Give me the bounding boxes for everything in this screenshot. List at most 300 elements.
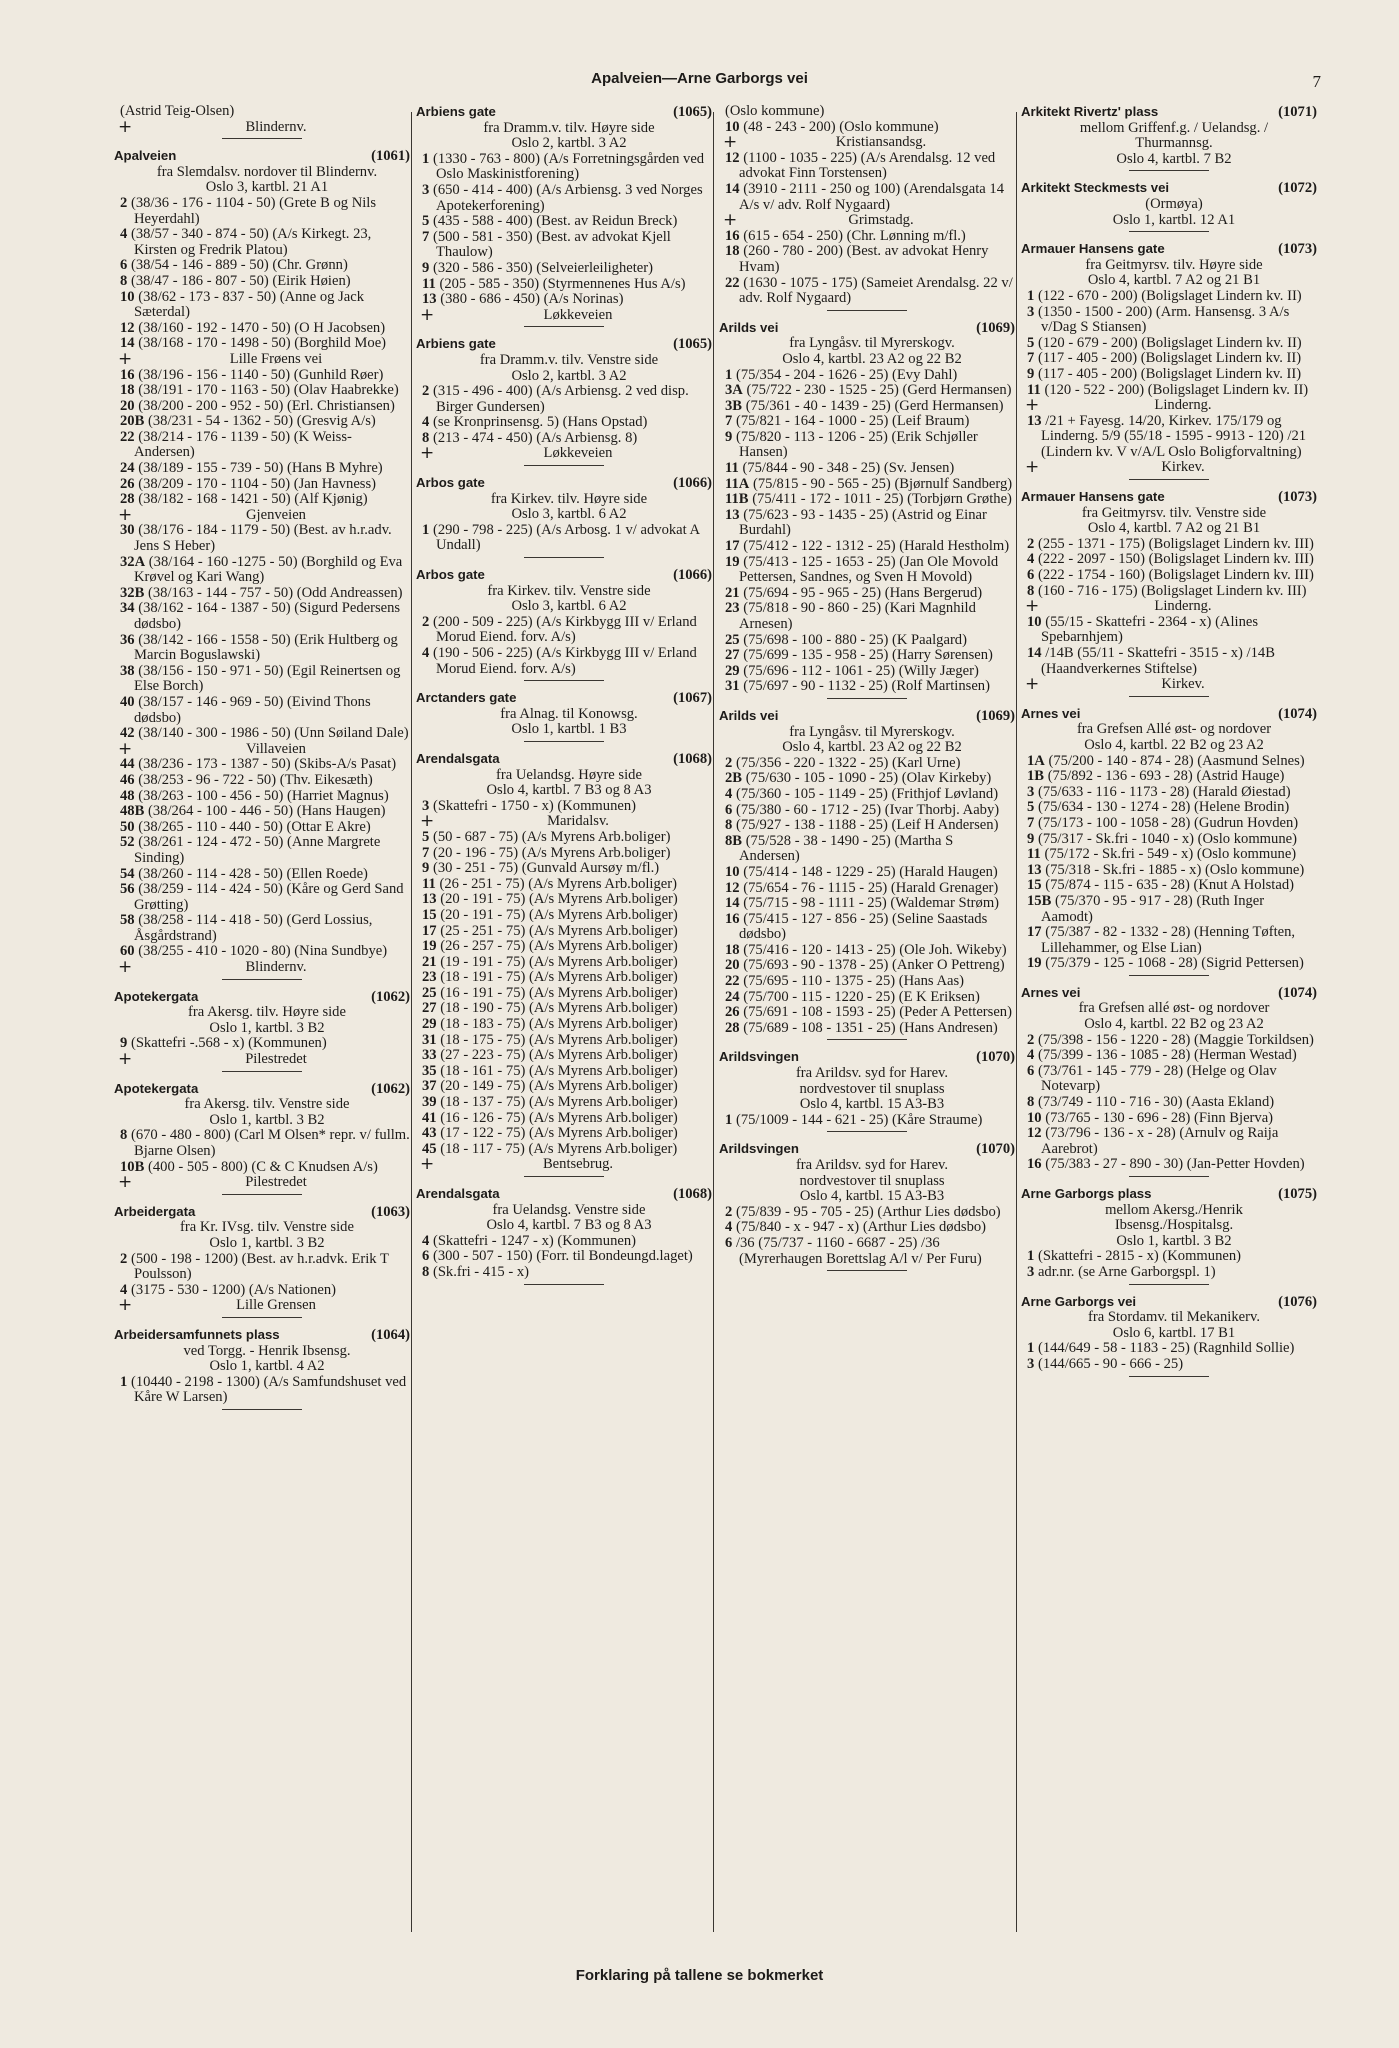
street-end-divider xyxy=(524,326,604,327)
street-block xyxy=(416,336,712,466)
address-details: (315 - 496 - 400) (A/s Arbiensg. 2 ved disp. Birger Gundersen) xyxy=(432,383,689,415)
street-name: Apotekergata xyxy=(114,1080,199,1096)
address-number: 9 xyxy=(422,860,430,877)
address-number: 10 xyxy=(725,118,740,135)
address-number: 1 xyxy=(422,521,430,538)
address-details: (435 - 588 - 400) (Best. av Reidun Breck) xyxy=(432,213,678,230)
address-details: (3910 - 2111 - 250 og 100) (Arendalsgata 14 A/s v/ adv. Rolf Nygaard) xyxy=(739,180,1004,213)
street-description: fra Stordamv. til Mekanikerv. xyxy=(1088,1309,1260,1326)
address-details: (38/54 - 146 - 889 - 50) (Chr. Grønn) xyxy=(130,257,348,274)
street-code: (1064) xyxy=(371,1326,410,1343)
street-description: Ibsensg./Hospitalsg. xyxy=(1114,1217,1234,1234)
address-entry xyxy=(719,1113,1015,1129)
address-entry xyxy=(719,477,1015,493)
street-description: fra Kirkev. tilv. Høyre side xyxy=(490,490,648,507)
street-description: Oslo 1, kartbl. 3 B2 xyxy=(209,1019,325,1036)
address-entry xyxy=(719,943,1015,959)
column-1 xyxy=(114,104,410,1419)
street-description: Oslo 3, kartbl. 21 A1 xyxy=(205,179,329,196)
street-end-divider xyxy=(524,1284,604,1285)
address-number: 2 xyxy=(1027,535,1035,552)
address-entry xyxy=(719,881,1015,897)
address-details: (75/414 - 148 - 1229 - 25) (Harald Haugen) xyxy=(743,863,998,880)
address-entry xyxy=(1021,894,1317,925)
address-details: /36 (75/737 - 1160 - 6687 - 25) /36 (Myrerhaugen Borettslag A/l v/ Per Furu) xyxy=(735,1234,982,1267)
address-number: 2 xyxy=(725,754,733,771)
address-entry xyxy=(1021,956,1317,972)
address-entry xyxy=(114,274,410,290)
address-entry xyxy=(114,196,410,227)
street-description: Oslo 6, kartbl. 17 B1 xyxy=(1112,1324,1236,1341)
address-number: 54 xyxy=(120,865,135,882)
street-name: Arctanders gate xyxy=(416,690,517,706)
address-details: (380 - 686 - 450) (A/s Norinas) xyxy=(440,291,624,308)
cross-street-row xyxy=(1021,674,1317,695)
address-number: 18 xyxy=(120,382,135,399)
address-number: 27 xyxy=(725,647,740,664)
address-number: 4 xyxy=(120,1281,128,1298)
address-entry xyxy=(114,523,410,554)
street-description: Oslo 4, kartbl. 23 A2 og 22 B2 xyxy=(782,350,962,367)
address-entry xyxy=(719,990,1015,1006)
street-block xyxy=(719,1049,1015,1132)
address-details: (75/387 - 82 - 1332 - 28) (Henning Tøften, Lillehammer, og Else Lian) xyxy=(1041,924,1296,956)
street-heading xyxy=(1021,985,1317,1002)
address-number: 4 xyxy=(120,226,128,243)
address-details: (20 - 191 - 75) (A/s Myrens Arb.boliger) xyxy=(440,906,678,923)
street-description: fra Akersg. tilv. Venstre side xyxy=(184,1096,350,1113)
street-code: (1062) xyxy=(371,1080,410,1097)
address-entry xyxy=(719,244,1015,275)
address-number: 8 xyxy=(1027,1094,1035,1111)
street-heading xyxy=(1021,104,1317,121)
address-details: (38/214 - 176 - 1139 - 50) (K Weiss-Andersen) xyxy=(134,428,352,461)
address-number: 15 xyxy=(1027,877,1042,894)
address-details: (Sk.fri - 415 - x) xyxy=(432,1263,530,1280)
address-number: 2 xyxy=(725,1203,733,1220)
address-entry xyxy=(1021,847,1317,863)
address-details: (75/412 - 122 - 1312 - 25) (Harald Hestholm) xyxy=(743,538,1010,555)
address-entry xyxy=(719,633,1015,649)
address-number: 19 xyxy=(422,938,437,955)
address-number: 11 xyxy=(1027,846,1041,863)
street-block xyxy=(719,1141,1015,1271)
page-footer: Forklaring på tallene se bokmerket xyxy=(575,1967,824,1984)
address-number: 3 xyxy=(422,797,430,814)
street-block xyxy=(114,989,410,1072)
address-number: 42 xyxy=(120,725,135,742)
address-entry xyxy=(1021,816,1317,832)
address-number: 2 xyxy=(1027,1031,1035,1048)
street-code: (1076) xyxy=(1278,1293,1317,1310)
street-description: fra Akersg. tilv. Høyre side xyxy=(188,1004,346,1021)
address-entry xyxy=(416,939,712,955)
address-number: 44 xyxy=(120,756,135,773)
address-entry xyxy=(416,292,712,308)
address-entry xyxy=(114,258,410,274)
address-number: 11 xyxy=(422,875,436,892)
address-details: (38/191 - 170 - 1163 - 50) (Olav Haabrekke) xyxy=(138,382,399,399)
address-number: 4 xyxy=(725,1219,733,1236)
address-details: (38/160 - 192 - 1470 - 50) (O H Jacobsen) xyxy=(138,319,386,336)
address-details: (144/649 - 58 - 1183 - 25) (Ragnhild Sollie) xyxy=(1037,1340,1295,1357)
address-entry xyxy=(416,1142,712,1158)
address-details: (75/383 - 27 - 890 - 30) (Jan-Petter Hovden) xyxy=(1045,1156,1305,1173)
address-entry xyxy=(719,912,1015,943)
address-number: 38 xyxy=(120,662,135,679)
address-number: 24 xyxy=(120,460,135,477)
street-block xyxy=(1021,241,1317,480)
street-end-divider xyxy=(524,557,604,558)
street-description: fra Dramm.v. tilv. Høyre side xyxy=(483,119,655,136)
address-entry xyxy=(114,944,410,960)
cross-street-marker-icon: + xyxy=(118,1049,133,1070)
address-number: 11 xyxy=(725,460,739,477)
address-number: 26 xyxy=(120,475,135,492)
address-number: 6 xyxy=(725,801,733,818)
address-number: 26 xyxy=(725,1004,740,1021)
address-entry xyxy=(719,1021,1015,1037)
address-details: (20 - 149 - 75) (A/s Myrens Arb.boliger) xyxy=(440,1078,678,1095)
street-end-divider xyxy=(222,138,302,139)
address-details: (75/413 - 125 - 1653 - 25) (Jan Ole Movold Pettersen, Sandnes, og Sven H Movold) xyxy=(739,553,999,586)
column-divider xyxy=(411,112,412,1932)
cross-street-marker-icon: + xyxy=(723,210,738,231)
address-entry xyxy=(719,1236,1015,1267)
address-number: 1B xyxy=(1027,768,1045,785)
address-entry xyxy=(1021,863,1317,879)
address-entry xyxy=(1021,1265,1317,1281)
address-number: 7 xyxy=(422,844,430,861)
address-number: 12 xyxy=(1027,1125,1042,1142)
street-end-divider xyxy=(827,1131,907,1132)
address-number: 5 xyxy=(1027,799,1035,816)
street-end-divider xyxy=(827,310,907,311)
address-details: (75/722 - 230 - 1525 - 25) (Gerd Hermansen) xyxy=(746,382,1012,399)
address-details: (20 - 191 - 75) (A/s Myrens Arb.boliger) xyxy=(440,891,678,908)
street-end-divider xyxy=(1129,1284,1209,1285)
address-details: (75/399 - 136 - 1085 - 28) (Herman Westad) xyxy=(1037,1047,1297,1064)
address-details: (73/749 - 110 - 716 - 30) (Aasta Ekland) xyxy=(1037,1094,1275,1111)
address-details: (18 - 191 - 75) (A/s Myrens Arb.boliger) xyxy=(440,969,678,986)
street-heading xyxy=(719,320,1015,337)
address-details: (75/892 - 136 - 693 - 28) (Astrid Hauge) xyxy=(1047,768,1285,785)
address-details: (55/15 - Skattefri - 2364 - x) (Alines Spebarnhjem) xyxy=(1041,613,1259,646)
address-details: (38/164 - 160 -1275 - 50) (Borghild og Eva Krøvel og Kari Wang) xyxy=(134,553,403,586)
street-end-divider xyxy=(222,1194,302,1195)
address-entry xyxy=(719,818,1015,834)
address-details: (Astrid Teig-Olsen) xyxy=(120,103,235,119)
address-number: 3 xyxy=(422,181,430,198)
address-details: (Skattefri -.568 - x) (Kommunen) xyxy=(130,1035,327,1052)
address-details: (75/634 - 130 - 1274 - 28) (Helene Brodin) xyxy=(1037,799,1290,816)
street-heading xyxy=(416,475,712,492)
address-entry xyxy=(416,986,712,1002)
address-number: 4 xyxy=(725,785,733,802)
address-entry xyxy=(416,261,712,277)
address-number: 14 xyxy=(725,895,740,912)
address-number: 14 xyxy=(1027,645,1042,661)
street-description: Oslo 1, kartbl. 4 A2 xyxy=(209,1358,325,1375)
address-number: 19 xyxy=(725,553,740,570)
address-number: 16 xyxy=(120,366,135,383)
address-details: (73/761 - 145 - 779 - 28) (Helge og Olav Notevarp) xyxy=(1037,1062,1277,1095)
address-details: (38/253 - 96 - 722 - 50) (Thv. Eikesæth) xyxy=(138,771,373,788)
street-end-divider xyxy=(222,1409,302,1410)
cross-street-name: Kristiansandsg. xyxy=(835,134,927,151)
cross-street-name: Pilestredet xyxy=(245,1174,307,1191)
address-number: 13 xyxy=(422,891,437,908)
address-details: (38/57 - 340 - 874 - 50) (A/s Kirkegt. 23, Kirsten og Fredrik Platou) xyxy=(130,226,372,258)
street-description: Oslo 4, kartbl. 7 B2 xyxy=(1116,150,1232,167)
cross-street-row xyxy=(719,210,1015,231)
cross-street-row xyxy=(114,116,410,137)
street-name: Arendalsgata xyxy=(416,750,500,766)
address-entry xyxy=(719,803,1015,819)
cross-street-row xyxy=(416,1154,712,1175)
address-details: (75/356 - 220 - 1322 - 25) (Karl Urne) xyxy=(735,754,961,771)
address-entry xyxy=(416,1111,712,1127)
address-entry xyxy=(1021,383,1317,399)
address-entry xyxy=(114,586,410,602)
address-details: (30 - 251 - 75) (Gunvald Aursøy m/fl.) xyxy=(432,860,660,877)
address-details: (18 - 117 - 75) (A/s Myrens Arb.boliger) xyxy=(440,1140,678,1157)
street-description: fra Arildsv. syd for Harev. xyxy=(795,1157,949,1173)
address-entry xyxy=(114,1128,410,1159)
street-code: (1061) xyxy=(371,148,410,165)
address-number: 16 xyxy=(1027,1156,1042,1173)
address-entry xyxy=(719,974,1015,990)
street-heading xyxy=(1021,1294,1317,1311)
address-details: (38/142 - 166 - 1558 - 50) (Erik Hultberg og Marcin Boguslawski) xyxy=(134,631,398,664)
address-entry xyxy=(416,877,712,893)
street-description: nordvestover til snuplass xyxy=(799,1080,945,1097)
address-number: 8 xyxy=(422,1263,430,1280)
address-entry xyxy=(719,664,1015,680)
address-number: 23 xyxy=(422,969,437,986)
street-description: Oslo 1, kartbl. 1 B3 xyxy=(511,721,627,738)
address-entry xyxy=(114,399,410,415)
address-details: (122 - 670 - 200) (Boligslaget Lindern kv. II) xyxy=(1037,287,1302,304)
address-entry xyxy=(114,820,410,836)
cross-street-row xyxy=(416,811,712,832)
address-details: (Oslo kommune) xyxy=(725,103,825,119)
address-entry xyxy=(114,477,410,493)
address-number: 11B xyxy=(725,491,749,508)
address-entry xyxy=(114,104,410,120)
address-details: (75/689 - 108 - 1351 - 25) (Hans Andresen) xyxy=(743,1019,998,1036)
address-entry xyxy=(416,277,712,293)
address-number: 6 xyxy=(120,257,128,274)
address-details: (26 - 257 - 75) (A/s Myrens Arb.boliger) xyxy=(440,938,678,955)
address-details: (144/665 - 90 - 666 - 25) xyxy=(1037,1355,1184,1372)
cross-street-name: Bentsebrug. xyxy=(542,1156,614,1173)
cross-street-marker-icon: + xyxy=(118,348,133,369)
cross-street-row xyxy=(1021,395,1317,416)
address-entry xyxy=(719,414,1015,430)
address-number: 37 xyxy=(422,1078,437,1095)
address-details: (75/699 - 135 - 958 - 25) (Harry Sørensen) xyxy=(743,647,993,664)
cross-street-row xyxy=(114,1172,410,1193)
address-details: (26 - 251 - 75) (A/s Myrens Arb.boliger) xyxy=(439,875,677,892)
address-number: 39 xyxy=(422,1094,437,1111)
address-entry xyxy=(719,865,1015,881)
address-details: (75/697 - 90 - 1132 - 25) (Rolf Martinsen) xyxy=(743,678,990,695)
address-entry xyxy=(114,913,410,944)
address-number: 5 xyxy=(1027,334,1035,351)
street-code: (1070) xyxy=(976,1141,1015,1158)
cross-street-marker-icon: + xyxy=(420,811,435,832)
address-number: 41 xyxy=(422,1109,437,1126)
address-number: 17 xyxy=(422,922,437,939)
address-details: (38/163 - 144 - 757 - 50) (Odd Andreassen) xyxy=(147,584,403,601)
address-number: 7 xyxy=(422,228,430,245)
address-number: 3 xyxy=(1027,1263,1035,1280)
address-details: (38/260 - 114 - 428 - 50) (Ellen Roede) xyxy=(138,865,368,882)
street-block xyxy=(114,1204,410,1318)
street-block xyxy=(416,690,712,742)
street-end-divider xyxy=(222,1317,302,1318)
address-number: 22 xyxy=(725,274,740,291)
address-details: (38/47 - 186 - 807 - 50) (Eirik Høien) xyxy=(130,272,351,289)
address-entry xyxy=(719,834,1015,865)
address-entry xyxy=(1021,615,1317,646)
street-heading xyxy=(114,1327,410,1344)
address-number: 1 xyxy=(725,1111,733,1128)
address-details: (38/255 - 410 - 1020 - 80) (Nina Sundbye) xyxy=(138,943,388,960)
address-number: 13 xyxy=(725,506,740,523)
cross-street-marker-icon: + xyxy=(118,504,133,525)
street-description: fra Lyngåsv. til Myrerskogv. xyxy=(789,335,955,352)
address-entry xyxy=(416,846,712,862)
street-heading xyxy=(1021,489,1317,506)
address-number: 10 xyxy=(120,288,135,305)
street-name: Apalveien xyxy=(114,148,177,164)
address-number: 6 xyxy=(1027,1062,1035,1079)
street-end-divider xyxy=(827,1270,907,1271)
street-name: Arnes vei xyxy=(1021,984,1081,1000)
address-entry xyxy=(114,1252,410,1283)
address-details: (120 - 679 - 200) (Boligslaget Lindern kv. II) xyxy=(1037,334,1302,351)
address-number: 1 xyxy=(120,1373,128,1390)
street-block xyxy=(1021,489,1317,697)
street-end-divider xyxy=(222,979,302,980)
address-details: (18 - 190 - 75) (A/s Myrens Arb.boliger) xyxy=(440,1000,678,1017)
address-entry xyxy=(719,679,1015,695)
address-details: (75/844 - 90 - 348 - 25) (Sv. Jensen) xyxy=(742,460,955,477)
street-description: fra Grefsen allé øst- og nordover xyxy=(1078,1000,1270,1017)
address-details: (75/715 - 98 - 1111 - 25) (Waldemar Strøm) xyxy=(743,895,1000,912)
street-block xyxy=(114,1081,410,1195)
street-code: (1063) xyxy=(371,1203,410,1220)
address-number: 18 xyxy=(725,941,740,958)
address-entry xyxy=(719,276,1015,307)
address-entry xyxy=(719,430,1015,461)
address-details: (75/693 - 90 - 1378 - 25) (Anker O Pettreng) xyxy=(743,957,1005,974)
cross-street-row xyxy=(719,132,1015,153)
address-entry xyxy=(114,773,410,789)
street-description: Oslo 2, kartbl. 3 A2 xyxy=(511,135,627,152)
address-details: (75/840 - x - 947 - x) (Arthur Lies dødsbo) xyxy=(735,1219,987,1236)
cross-street-name: Pilestredet xyxy=(245,1051,307,1068)
address-details: (38/62 - 173 - 837 - 50) (Anne og Jack Sæterdal) xyxy=(134,288,364,321)
address-entry xyxy=(1021,1033,1317,1049)
address-details: (75/173 - 100 - 1058 - 28) (Gudrun Hovden) xyxy=(1037,814,1299,831)
street-code: (1074) xyxy=(1278,984,1317,1001)
address-entry xyxy=(416,830,712,846)
street-description: Oslo 4, kartbl. 22 B2 og 23 A2 xyxy=(1084,736,1264,753)
address-entry xyxy=(1021,584,1317,600)
address-number: 16 xyxy=(725,227,740,244)
address-entry xyxy=(719,586,1015,602)
cross-street-marker-icon: + xyxy=(118,1295,133,1316)
street-name: Arnes vei xyxy=(1021,705,1081,721)
address-details: (38/36 - 176 - 1104 - 50) (Grete B og Nils Heyerdahl) xyxy=(130,194,377,227)
address-details: (18 - 175 - 75) (A/s Myrens Arb.boliger) xyxy=(440,1031,678,1048)
address-details: (50 - 687 - 75) (A/s Myrens Arb.boliger) xyxy=(432,828,671,845)
address-number: 2B xyxy=(725,770,743,787)
address-details: (38/231 - 54 - 1362 - 50) (Gresvig A/s) xyxy=(147,413,376,430)
street-heading xyxy=(416,690,712,707)
address-entry xyxy=(1021,1157,1317,1173)
address-entry xyxy=(114,1036,410,1052)
street-block xyxy=(416,567,712,681)
address-details: (38/209 - 170 - 1104 - 50) (Jan Havness) xyxy=(138,475,377,492)
street-code: (1068) xyxy=(673,750,712,767)
street-name: Arbeidergata xyxy=(114,1203,196,1219)
street-code: (1069) xyxy=(976,319,1015,336)
street-description: mellom Griffenf.g. / Uelandsg. / xyxy=(1079,119,1269,136)
address-details: (38/258 - 114 - 418 - 50) (Gerd Lossius, Åsgårdstrand) xyxy=(134,912,373,944)
address-entry xyxy=(416,1265,712,1281)
address-details: (75/630 - 105 - 1090 - 25) (Olav Kirkeby) xyxy=(745,770,992,787)
street-name: Armauer Hansens gate xyxy=(1021,241,1165,257)
address-entry xyxy=(1021,769,1317,785)
address-entry xyxy=(416,924,712,940)
street-heading xyxy=(416,567,712,584)
address-entry xyxy=(719,648,1015,664)
address-entry xyxy=(719,771,1015,787)
address-details: (38/259 - 114 - 424 - 50) (Kåre og Gerd Sand Grøtting) xyxy=(134,881,404,913)
address-number: 33 xyxy=(422,1047,437,1064)
address-details: (75/380 - 60 - 1712 - 25) (Ivar Thorbj. Aaby) xyxy=(735,801,1000,818)
address-details: (20 - 196 - 75) (A/s Myrens Arb.boliger) xyxy=(432,844,671,861)
address-number: 6 xyxy=(422,1248,430,1265)
address-entry xyxy=(114,321,410,337)
address-details: (38/189 - 155 - 739 - 50) (Hans B Myhre) xyxy=(138,460,383,477)
street-block xyxy=(719,708,1015,1040)
address-entry xyxy=(719,896,1015,912)
cross-street-marker-icon: + xyxy=(420,1154,435,1175)
street-description: fra Dramm.v. tilv. Venstre side xyxy=(479,351,659,368)
address-details: (38/176 - 184 - 1179 - 50) (Best. av h.r.adv. Jens S Heber) xyxy=(134,522,392,555)
address-details: (10440 - 2198 - 1300) (A/s Samfundshuset ved Kåre W Larsen) xyxy=(130,1373,407,1406)
address-number: 8 xyxy=(120,272,128,289)
address-details: (38/261 - 124 - 472 - 50) (Anne Margrete Sinding) xyxy=(134,834,381,866)
street-name: Arne Garborgs vei xyxy=(1021,1293,1137,1309)
address-details: (27 - 223 - 75) (A/s Myrens Arb.boliger) xyxy=(440,1047,678,1064)
address-details: (117 - 405 - 200) (Boligslaget Lindern kv. II) xyxy=(1037,365,1302,382)
address-entry xyxy=(416,1126,712,1142)
address-number: 28 xyxy=(120,491,135,508)
address-entry xyxy=(719,368,1015,384)
address-entry xyxy=(719,182,1015,213)
address-number: 21 xyxy=(422,953,437,970)
address-details: (17 - 122 - 75) (A/s Myrens Arb.boliger) xyxy=(440,1125,678,1142)
address-details: (75/398 - 156 - 1220 - 28) (Maggie Torkildsen) xyxy=(1037,1031,1314,1048)
street-end-divider xyxy=(524,1176,604,1177)
address-entry xyxy=(1021,1095,1317,1111)
